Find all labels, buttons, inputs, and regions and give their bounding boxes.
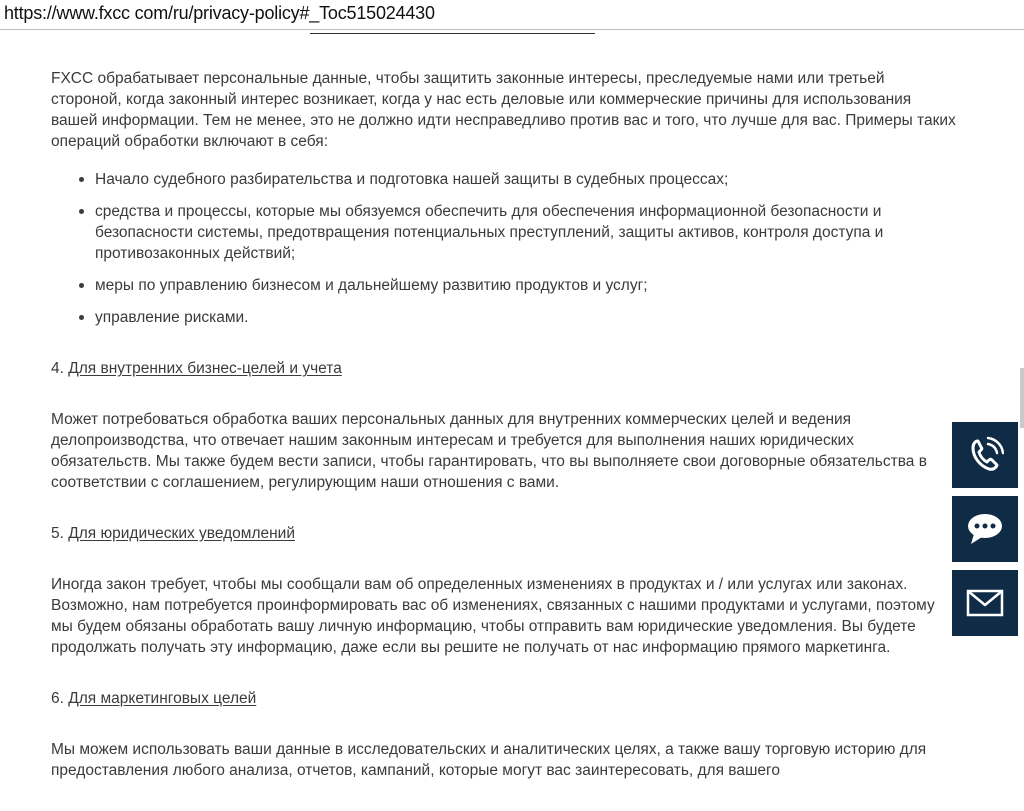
list-item: управление рисками. <box>51 307 956 328</box>
section-heading-6 <box>51 688 956 709</box>
phone-icon <box>966 435 1004 475</box>
section-link-legal-notices[interactable]: Для юридических уведомлений <box>68 525 295 542</box>
list-item: средства и процессы, которые мы обязуемся обеспечить для обеспечения информационной безопасности и безопасности системы, предотвращения потенциальных преступлений, защиты активов, контроля доступа и противозаконных действий; <box>51 201 956 264</box>
list-item: Начало судебного разбирательства и подготовка нашей защиты в судебных процессах; <box>51 169 956 190</box>
section-paragraph-6: Мы можем использовать ваши данные в исследовательских и аналитических целях, а также вашу торговую историю для предоставления любого анализа, отчетов, кампаний, которые могут вас заинтересовать, для вашего <box>51 741 927 779</box>
section-paragraph-5: Иногда закон требует, чтобы мы сообщали вам об определенных изменениях в продуктах и / или услугах или законах. Возможно, нам потребуется проинформировать вас об изменениях, связанных с нашими продуктами и услугами, поэтому мы будем обязаны обработать вашу личную информацию, чтобы отправить вам юридические уведомления. Вы будете продолжать получать эту информацию, даже если вы решите не получать от нас информацию прямого маркетинга. <box>51 576 935 656</box>
article-content <box>51 60 956 781</box>
envelope-icon <box>966 589 1004 617</box>
section-number: 6. <box>51 690 64 707</box>
section-paragraph-4: Может потребоваться обработка ваших персональных данных для внутренних коммерческих целей и ведения делопроизводства, что отвечает нашим законным интересам и требуется для выполнения наших юридических обязательств. Мы также будем вести записи, чтобы гарантировать, что вы выполняете свои договорные обязательства в соответствии с соглашением, регулирующим наши отношения с вами. <box>51 411 927 491</box>
url-text[interactable]: https://www.fxcc com/ru/privacy-policy#_Toc515024430 <box>4 3 435 23</box>
section-heading-4 <box>51 358 956 379</box>
list-item: меры по управлению бизнесом и дальнейшему развитию продуктов и услуг; <box>51 275 956 296</box>
chat-button[interactable] <box>952 496 1018 562</box>
section-link-internal-business[interactable]: Для внутренних бизнес-целей и учета <box>68 360 342 377</box>
section-link-marketing[interactable]: Для маркетинговых целей <box>68 690 257 707</box>
email-button[interactable] <box>952 570 1018 636</box>
cut-off-link-underline <box>310 33 595 34</box>
intro-paragraph: FXCC обрабатывает персональные данные, чтобы защитить законные интересы, преследуемые нами или третьей стороной, когда законный интерес возникает, когда у нас есть деловые или коммерческие причины для использования вашей информации. Тем не менее, это не должно идти несправедливо против вас и того, что лучше для вас. Примеры таких операций обработки включают в себя: <box>51 70 956 150</box>
section-heading-5 <box>51 523 956 544</box>
chat-bubble-icon <box>966 511 1004 547</box>
section-number: 5. <box>51 525 64 542</box>
section-number: 4. <box>51 360 64 377</box>
scrollbar-thumb[interactable] <box>1020 368 1024 428</box>
example-list <box>51 169 956 328</box>
address-bar[interactable] <box>0 0 1024 30</box>
call-button[interactable] <box>952 422 1018 488</box>
cut-off-previous-line <box>0 30 1024 38</box>
